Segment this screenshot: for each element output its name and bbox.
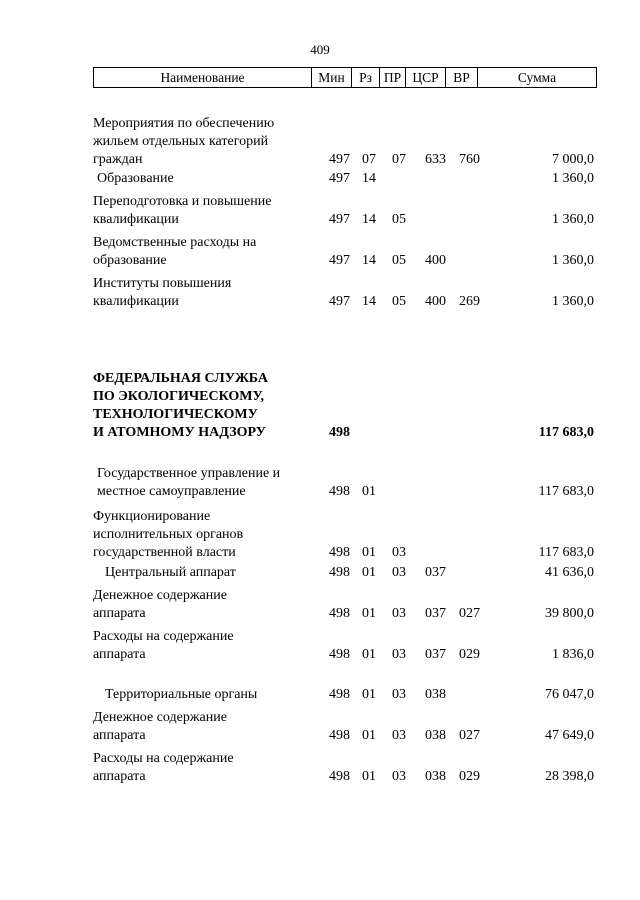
row-pr: 05 [392, 294, 406, 309]
row-vr: 029 [459, 647, 480, 662]
row-min: 498 [329, 687, 350, 702]
row-pr: 03 [392, 545, 406, 560]
row-vr: 269 [459, 294, 480, 309]
row-rz: 01 [362, 484, 376, 499]
row-csr: 633 [425, 152, 446, 167]
row-pr: 07 [392, 152, 406, 167]
header-csr: ЦСР [406, 68, 446, 87]
header-min: Мин [312, 68, 352, 87]
row-min: 498 [329, 647, 350, 662]
row-sum: 28 398,0 [545, 769, 594, 784]
agency-name: ФЕДЕРАЛЬНАЯ СЛУЖБА ПО ЭКОЛОГИЧЕСКОМУ, ТЕХНОЛОГИЧЕСКОМУ И АТОМНОМУ НАДЗОРУ [93, 371, 268, 440]
row-name: Расходы на содержание аппарата [93, 751, 234, 784]
row-rz: 14 [362, 253, 376, 268]
row-min: 498 [329, 484, 350, 499]
row-rz: 01 [362, 769, 376, 784]
row-csr: 037 [425, 647, 446, 662]
row-csr: 038 [425, 728, 446, 743]
row-pr: 03 [392, 606, 406, 621]
row-rz: 14 [362, 294, 376, 309]
row-sum: 76 047,0 [545, 687, 594, 702]
row-rz: 01 [362, 606, 376, 621]
row-pr: 05 [392, 253, 406, 268]
row-rz: 07 [362, 152, 376, 167]
row-vr: 027 [459, 606, 480, 621]
row-min: 497 [329, 294, 350, 309]
row-name: Ведомственные расходы на образование [93, 235, 257, 268]
row-sum: 117 683,0 [538, 425, 594, 440]
row-sum: 1 360,0 [552, 294, 594, 309]
row-name: Центральный аппарат [105, 565, 236, 580]
row-min: 497 [329, 253, 350, 268]
row-name: Денежное содержание аппарата [93, 710, 227, 743]
row-min: 498 [329, 728, 350, 743]
row-name: Функционирование исполнительных органов государственной власти [93, 509, 244, 560]
row-name: Институты повышения квалификации [93, 276, 232, 309]
header-rz: Рз [352, 68, 380, 87]
row-pr: 03 [392, 565, 406, 580]
row-name: Государственное управление и местное самоуправление [97, 466, 281, 499]
row-rz: 01 [362, 545, 376, 560]
row-min: 498 [329, 769, 350, 784]
row-sum: 1 360,0 [552, 171, 594, 186]
row-min: 498 [329, 565, 350, 580]
row-csr: 400 [425, 294, 446, 309]
row-vr: 760 [459, 152, 480, 167]
row-min: 498 [329, 425, 350, 440]
row-name: Денежное содержание аппарата [93, 588, 227, 621]
row-name: Переподготовка и повышение квалификации [93, 194, 272, 227]
row-sum: 7 000,0 [552, 152, 594, 167]
header-name: Наименование [94, 68, 312, 87]
row-csr: 037 [425, 565, 446, 580]
row-name: Образование [97, 171, 174, 186]
row-rz: 14 [362, 212, 376, 227]
row-sum: 1 360,0 [552, 212, 594, 227]
row-pr: 03 [392, 769, 406, 784]
row-vr: 029 [459, 769, 480, 784]
row-rz: 01 [362, 687, 376, 702]
row-rz: 01 [362, 647, 376, 662]
row-vr: 027 [459, 728, 480, 743]
row-csr: 037 [425, 606, 446, 621]
row-pr: 03 [392, 647, 406, 662]
row-min: 497 [329, 171, 350, 186]
row-pr: 05 [392, 212, 406, 227]
row-min: 498 [329, 545, 350, 560]
row-csr: 400 [425, 253, 446, 268]
row-rz: 14 [362, 171, 376, 186]
row-sum: 117 683,0 [538, 484, 594, 499]
row-name: Расходы на содержание аппарата [93, 629, 234, 662]
row-sum: 1 360,0 [552, 253, 594, 268]
row-sum: 1 836,0 [552, 647, 594, 662]
row-min: 497 [329, 212, 350, 227]
row-name: Мероприятия по обеспечению жильем отдельных категорий граждан [93, 116, 275, 167]
table-header [93, 67, 597, 88]
header-pr: ПР [380, 68, 406, 87]
header-vr: ВР [446, 68, 478, 87]
row-csr: 038 [425, 769, 446, 784]
page-number: 409 [310, 42, 330, 57]
row-csr: 038 [425, 687, 446, 702]
row-name: Территориальные органы [105, 687, 258, 702]
header-sum: Сумма [517, 69, 557, 85]
row-sum: 41 636,0 [545, 565, 594, 580]
row-sum: 39 800,0 [545, 606, 594, 621]
row-pr: 03 [392, 728, 406, 743]
row-min: 497 [329, 152, 350, 167]
row-rz: 01 [362, 728, 376, 743]
row-min: 498 [329, 606, 350, 621]
row-sum: 117 683,0 [538, 545, 594, 560]
row-pr: 03 [392, 687, 406, 702]
row-rz: 01 [362, 565, 376, 580]
row-sum: 47 649,0 [545, 728, 594, 743]
